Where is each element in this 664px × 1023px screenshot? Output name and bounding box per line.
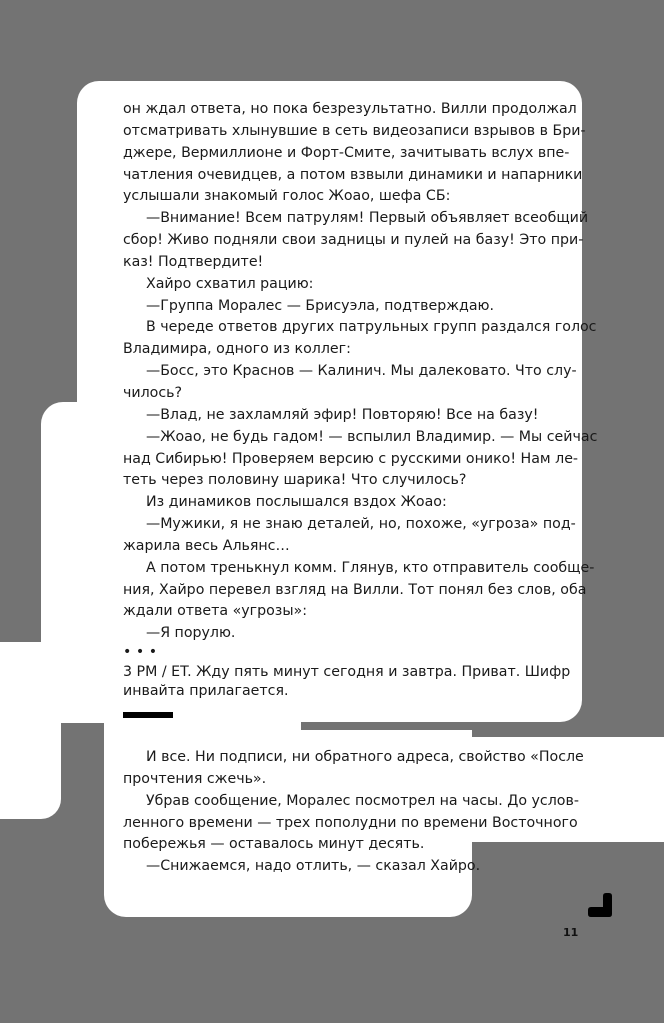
text-line: джере, Вермиллионе и Форт-Смите, зачитывать вслух впе- xyxy=(123,144,570,161)
text-line: —Мужики, я не знаю деталей, но, похоже, «угроза» под- xyxy=(146,516,576,533)
text-line: • • • xyxy=(123,644,158,660)
text-line: Из динамиков послышался вздох Жоао: xyxy=(146,494,447,511)
left-tab-foot xyxy=(0,642,61,819)
body-text-bottom xyxy=(123,747,584,878)
text-line: чилось? xyxy=(123,384,183,401)
page-number: 11 xyxy=(563,926,579,939)
text-line: сбор! Живо подняли свои задницы и пулей на базу! Это при- xyxy=(123,232,584,249)
text-line: побережья — оставалось минут десять. xyxy=(123,836,425,853)
text-line: ния, Хайро перевел взгляд на Вилли. Тот понял без слов, оба xyxy=(123,581,587,598)
text-line: —Влад, не захламляй эфир! Повторяю! Все на базу! xyxy=(146,406,539,423)
text-line: —Жоао, не будь гадом! — вспылил Владимир. — Мы сейчас xyxy=(146,428,598,445)
text-line: —Босс, это Краснов — Калинич. Мы далековато. Что слу- xyxy=(146,363,577,380)
text-line: чатления очевидцев, а потом взвыли динамики и напарники xyxy=(123,166,583,183)
text-line: он ждал ответа, но пока безрезультатно. Вилли продолжал xyxy=(123,101,577,117)
text-line: ленного времени — трех пополудни по времени Восточного xyxy=(123,814,578,831)
text-line: —Группа Моралес — Брисуэла, подтверждаю. xyxy=(146,297,495,314)
text-line: каз! Подтвердите! xyxy=(123,253,264,270)
text-line: —Внимание! Всем патрулям! Первый объявляет всеобщий xyxy=(146,210,589,227)
text-line: Хайро схватил рацию: xyxy=(146,275,314,292)
text-line: ждали ответа «угрозы»: xyxy=(123,603,308,620)
section-divider-bar xyxy=(123,712,173,718)
text-line: жарила весь Альянс… xyxy=(123,537,290,554)
panel-notch xyxy=(61,723,104,1023)
text-line: прочтения сжечь». xyxy=(123,770,267,787)
text-line: теть через половину шарика! Что случилось? xyxy=(123,472,467,489)
text-line: отсматривать хлынувшие в сеть видеозаписи взрывов в Бри- xyxy=(123,122,586,139)
text-line: В череде ответов других патрульных групп раздался голос xyxy=(146,319,597,336)
body-text-top xyxy=(123,99,598,645)
message-text xyxy=(123,643,571,702)
text-line: А потом тренькнул комм. Глянув, кто отправитель сообще- xyxy=(146,559,595,576)
text-line: услышали знакомый голос Жоао, шефа СБ: xyxy=(123,188,451,205)
corner-mark-icon xyxy=(586,891,614,919)
text-line: И все. Ни подписи, ни обратного адреса, свойство «После xyxy=(146,749,584,765)
text-line: Убрав сообщение, Моралес посмотрел на часы. До услов- xyxy=(146,792,579,809)
text-line: —Снижаемся, надо отлить, — сказал Хайро. xyxy=(146,858,481,875)
text-line: —Я порулю. xyxy=(146,625,236,642)
text-line: 3 PM / ET. Жду пять минут сегодня и завтра. Приват. Шифр xyxy=(123,663,571,680)
text-line: над Сибирью! Проверяем версию с русскими онико! Нам ле- xyxy=(123,450,579,467)
text-line: инвайта прилагается. xyxy=(123,683,289,700)
text-line: Владимира, одного из коллег: xyxy=(123,341,351,358)
